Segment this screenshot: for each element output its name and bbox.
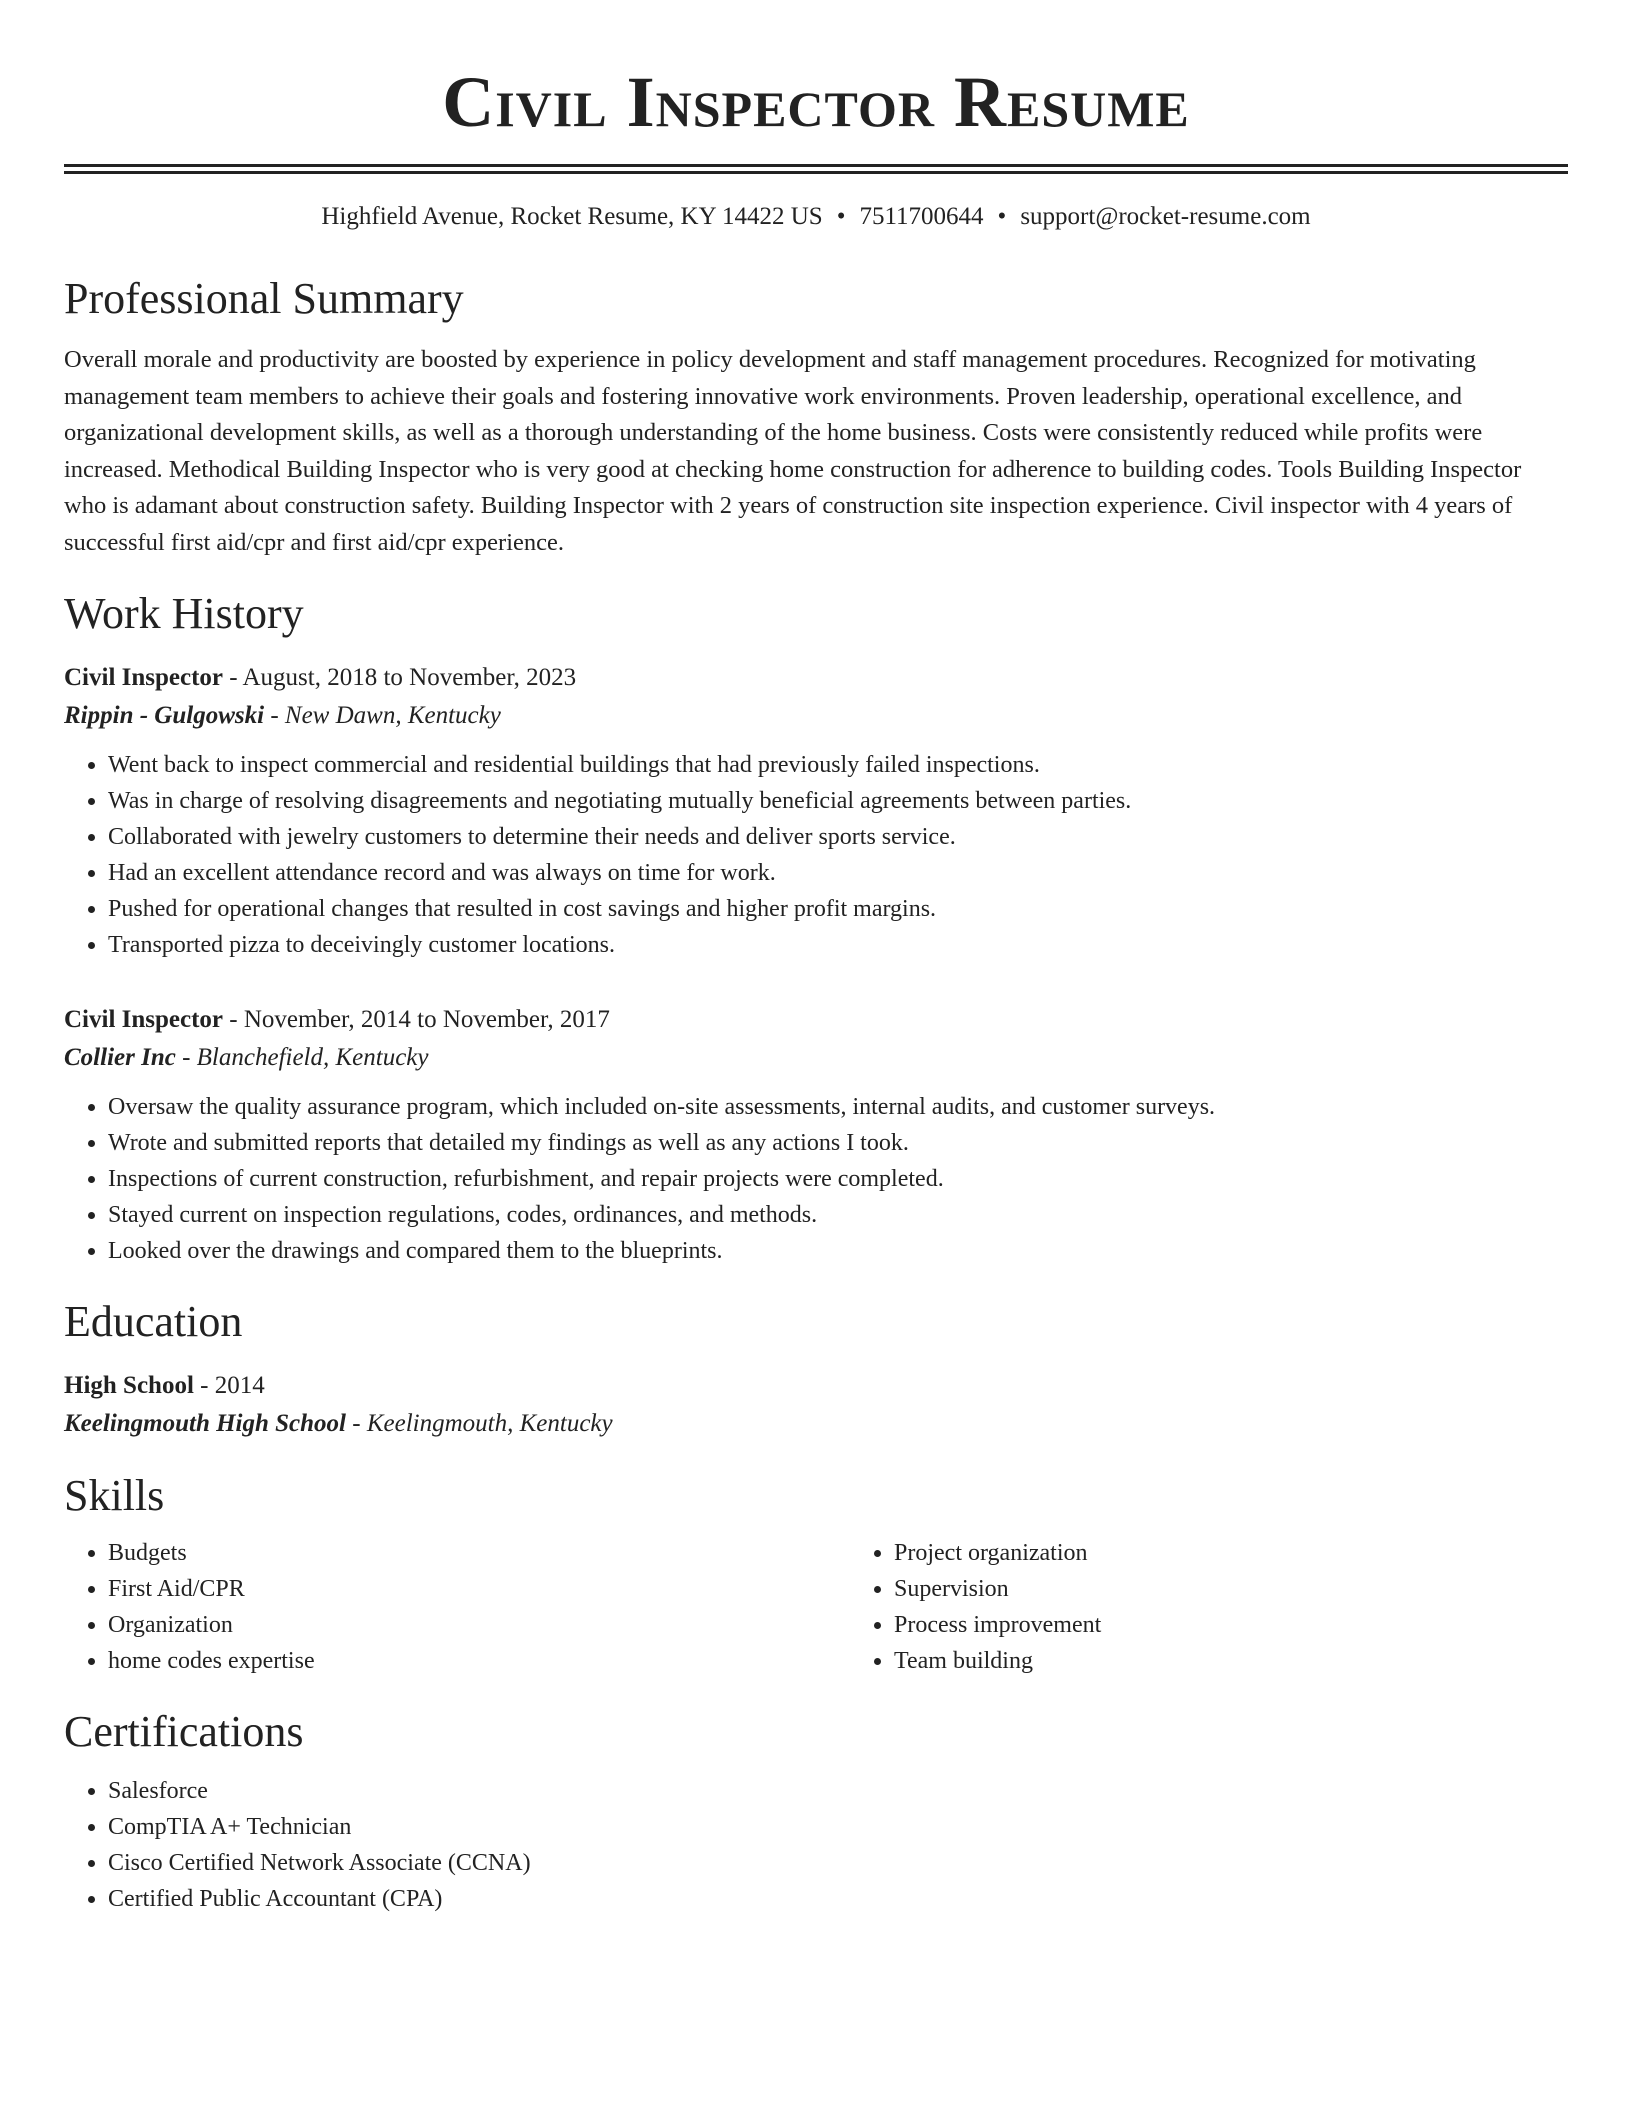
skills-grid (64, 1535, 1568, 1679)
job-bullets (64, 747, 1568, 963)
resume-title: Civil Inspector Resume (442, 62, 1190, 142)
list-item: • Pushed for operational changes that resulted in cost savings and higher profit margins. (108, 891, 1568, 927)
skill-item: • Project organization (894, 1535, 1568, 1571)
skills-column-right (850, 1535, 1568, 1679)
list-item: • Inspections of current construction, refurbishment, and repair projects were completed. (108, 1161, 1568, 1197)
job-title: Civil Inspector (64, 1006, 224, 1033)
skill-item: • Process improvement (894, 1607, 1568, 1643)
school-location: - Keelingmouth, Kentucky (346, 1410, 613, 1437)
school-name: Keelingmouth High School (64, 1410, 347, 1437)
list-item: • Collaborated with jewelry customers to determine their needs and deliver sports service. (108, 819, 1568, 855)
job-entry (64, 659, 1568, 963)
skill-item: • Supervision (894, 1571, 1568, 1607)
job-dates: - August, 2018 to November, 2023 (223, 664, 577, 691)
contact-email: support@rocket-resume.com (1020, 203, 1311, 230)
job-title: Civil Inspector (64, 664, 224, 691)
skills-heading: Skills (64, 1471, 165, 1520)
certifications-list (64, 1773, 1568, 1917)
job-title-line (64, 659, 1568, 697)
skill-item: • First Aid/CPR (108, 1571, 850, 1607)
skills-column-left (64, 1535, 850, 1679)
job-bullets (64, 1089, 1568, 1269)
degree-line (64, 1367, 1568, 1405)
company-location: - New Dawn, Kentucky (264, 702, 501, 729)
contact-line (64, 200, 1568, 234)
contact-separator: • (836, 203, 846, 230)
list-item: • Looked over the drawings and compared them to the blueprints. (108, 1233, 1568, 1269)
certifications-heading: Certifications (64, 1707, 304, 1756)
list-item: • Was in charge of resolving disagreements and negotiating mutually beneficial agreements between parties. (108, 783, 1568, 819)
list-item: • Went back to inspect commercial and residential buildings that had previously failed inspections. (108, 747, 1568, 783)
graduation-year: - 2014 (193, 1372, 265, 1399)
summary-heading: Professional Summary (64, 274, 464, 323)
job-dates: - November, 2014 to November, 2017 (223, 1006, 610, 1033)
list-item: • Stayed current on inspection regulations, codes, ordinances, and methods. (108, 1197, 1568, 1233)
certification-item: • Cisco Certified Network Associate (CCNA) (108, 1845, 1568, 1881)
skill-item: • Team building (894, 1643, 1568, 1679)
skill-item: • Organization (108, 1607, 850, 1643)
resume-page (64, 0, 1568, 1917)
company-location: - Blanchefield, Kentucky (175, 1044, 429, 1071)
contact-separator: • (997, 203, 1007, 230)
contact-address: Highfield Avenue, Rocket Resume, KY 14422 US (321, 203, 823, 230)
list-item: • Oversaw the quality assurance program, which included on-site assessments, internal audits, and customer surveys. (108, 1089, 1568, 1125)
company-name: Rippin - Gulgowski (64, 702, 265, 729)
job-entry (64, 1001, 1568, 1269)
title-divider (64, 164, 1568, 174)
certification-item: • Certified Public Accountant (CPA) (108, 1881, 1568, 1917)
company-name: Collier Inc (64, 1044, 176, 1071)
list-item: • Wrote and submitted reports that detailed my findings as well as any actions I took. (108, 1125, 1568, 1161)
school-line (64, 1405, 1568, 1443)
degree: High School (64, 1372, 194, 1399)
skill-item: • Budgets (108, 1535, 850, 1571)
company-line (64, 1039, 1568, 1077)
skill-item: • home codes expertise (108, 1643, 850, 1679)
work-history-heading: Work History (64, 589, 304, 638)
education-entry (64, 1367, 1568, 1443)
education-heading: Education (64, 1297, 243, 1346)
certification-item: • CompTIA A+ Technician (108, 1809, 1568, 1845)
list-item: • Transported pizza to deceivingly customer locations. (108, 927, 1568, 963)
list-item: • Had an excellent attendance record and was always on time for work. (108, 855, 1568, 891)
certification-item: • Salesforce (108, 1773, 1568, 1809)
contact-phone: 7511700644 (859, 203, 984, 230)
job-title-line (64, 1001, 1568, 1039)
summary-text: Overall morale and productivity are boosted by experience in policy development and staff management procedures. Recognized for motivating management team members to achieve their goals and fostering innovative work environments. Proven leadership, operational excellence, and organizational development skills, as well as a thorough understanding of the home business. Costs were consistently reduced while profits were increased. Methodical Building Inspector who is very good at checking home construction for adherence to building codes. Tools Building Inspector who is adamant about construction safety. Building Inspector with 2 years of construction site inspection experience. Civil inspector with 4 years of successful first aid/cpr and first aid/cpr experience. (64, 346, 1522, 556)
company-line (64, 697, 1568, 735)
